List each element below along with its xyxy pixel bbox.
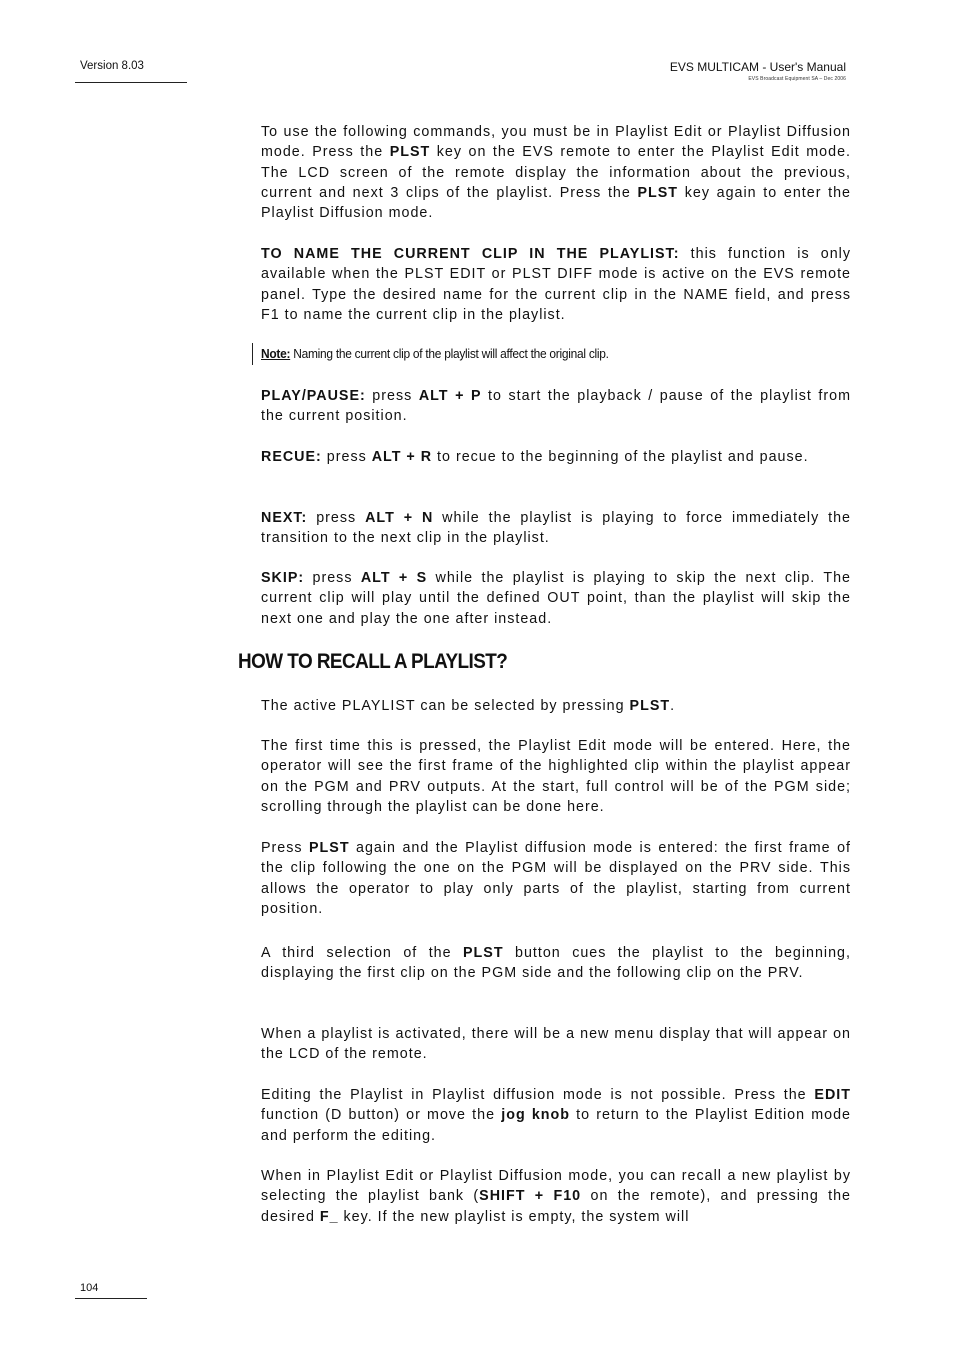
header-rule bbox=[75, 82, 187, 83]
recall-paragraph-3: Press PLST again and the Playlist diffusion mode is entered: the first frame of the clip following the one on the PGM will be displayed on the PRV side. This allows the operator to play only parts of the playlist, starting from current position. bbox=[261, 840, 851, 917]
header-subtitle: EVS Broadcast Equipment SA – Dec 2006 bbox=[748, 76, 846, 82]
recall-paragraph-5: When a playlist is activated, there will be a new menu display that will appear on the LCD of the remote. bbox=[261, 1026, 851, 1063]
recall-paragraph-7: When in Playlist Edit or Playlist Diffusion mode, you can recall a new playlist by selecting the playlist bank (SHIFT + F10 on the remote), and pressing the desired F_ key. If the new playlist is empty, the system will bbox=[261, 1168, 851, 1225]
recue-paragraph: RECUE: press ALT + R to recue to the beginning of the playlist and pause. bbox=[261, 449, 809, 465]
note: Note: Naming the current clip of the playlist will affect the original clip. bbox=[261, 346, 609, 361]
recall-paragraph-4: A third selection of the PLST button cues the playlist to the beginning, displaying the first clip on the PGM side and the following clip on the PRV. bbox=[261, 945, 851, 982]
name-clip-paragraph: TO NAME THE CURRENT CLIP IN THE PLAYLIST: this function is only available when the PLST EDIT or PLST DIFF mode is active on the EVS remote panel. Type the desired name for the current clip in the NAME field, and press F1 to name the current clip in the playlist. bbox=[261, 246, 852, 323]
footer-rule bbox=[75, 1298, 147, 1299]
recall-paragraph-6: Editing the Playlist in Playlist diffusion mode is not possible. Press the EDIT function (D button) or move the jog knob to return to the Playlist Edition mode and perform the editing. bbox=[261, 1087, 852, 1144]
recall-paragraph-1: The active PLAYLIST can be selected by pressing PLST. bbox=[261, 698, 676, 714]
intro-paragraph: To use the following commands, you must be in Playlist Edit or Playlist Diffusion mode. Press the PLST key on the EVS remote to enter the Playlist Edit mode. The LCD screen of the remote display the information about the previous, current and next 3 clips of the playlist. Press the PLST key again to enter the Playlist Diffusion mode. bbox=[261, 124, 851, 222]
section-heading: HOW TO RECALL A PLAYLIST? bbox=[238, 650, 508, 673]
header-title: EVS MULTICAM - User's Manual bbox=[669, 60, 846, 74]
play-pause-paragraph: PLAY/PAUSE: press ALT + P to start the playback / pause of the playlist from the current position. bbox=[261, 388, 851, 425]
header-version: Version 8.03 bbox=[80, 60, 144, 72]
page-number: 104 bbox=[80, 1282, 99, 1294]
skip-paragraph: SKIP: press ALT + S while the playlist is playing to skip the next clip. The current clip will play until the defined OUT point, than the playlist will skip the next one and play the one after instead. bbox=[261, 570, 851, 627]
note-change-bar bbox=[252, 343, 253, 365]
recall-paragraph-2: The first time this is pressed, the Playlist Edit mode will be entered. Here, the operator will see the first frame of the highlighted clip within the playlist appear on the PGM and PRV outputs. At the start, full control will be of the PGM side; scrolling through the playlist can be done here. bbox=[261, 738, 851, 815]
next-paragraph: NEXT: press ALT + N while the playlist is playing to force immediately the transition to the next clip in the playlist. bbox=[261, 510, 852, 547]
header-title-block bbox=[670, 60, 846, 82]
